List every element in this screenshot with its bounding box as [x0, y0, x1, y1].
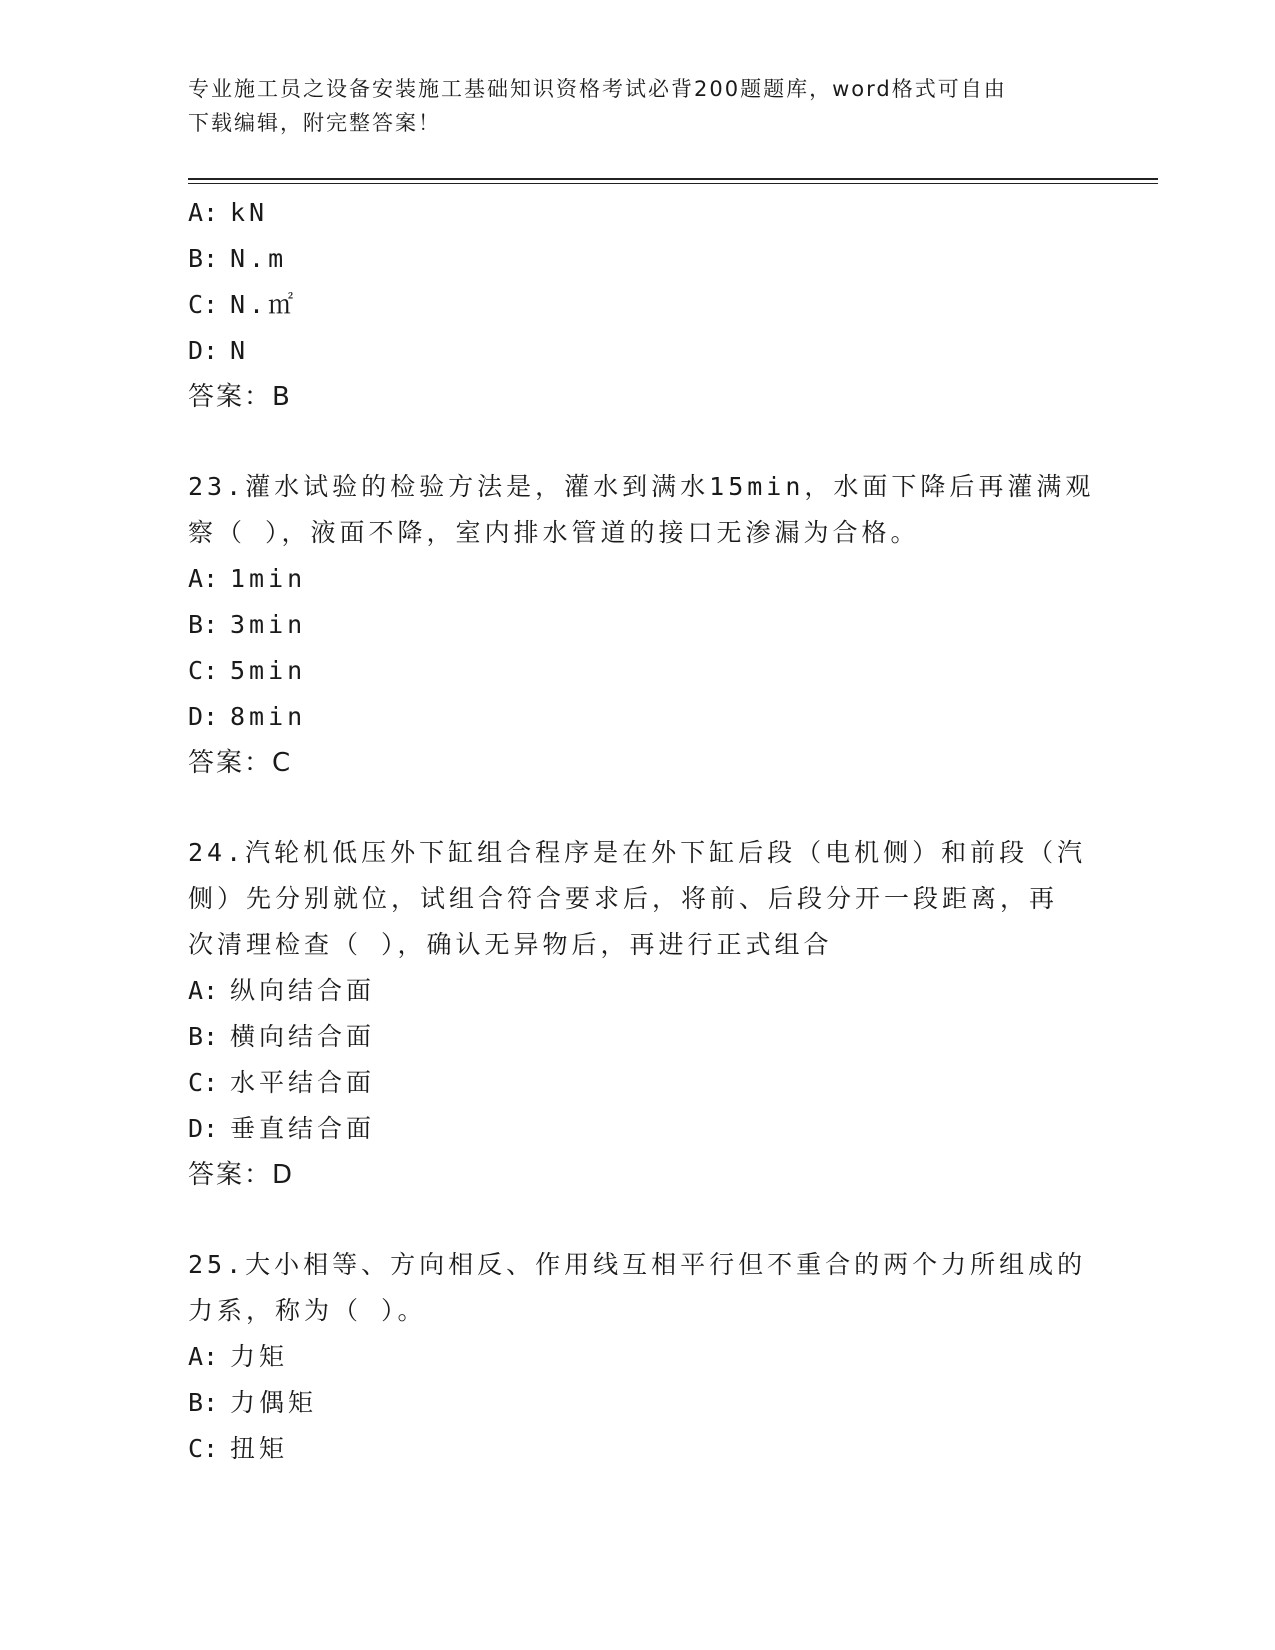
- question-stem-line: 23.灌水试验的检验方法是，灌水到满水15min，水面下降后再灌满观: [188, 472, 1095, 501]
- option-text: N: [230, 336, 250, 365]
- option-text: 垂直结合面: [230, 1114, 376, 1143]
- question-22: [188, 190, 1088, 420]
- option-label: D:: [188, 336, 219, 365]
- option-text: N.m: [230, 244, 288, 273]
- option-label: C:: [188, 290, 219, 319]
- question-list: [188, 190, 1095, 1472]
- option-label: B:: [188, 1388, 219, 1417]
- question-25: [188, 1242, 1088, 1472]
- option-text: 力矩: [230, 1342, 289, 1371]
- option-text: 8min: [230, 702, 307, 731]
- question-24: [188, 830, 1088, 1198]
- question-stem-line: 24.汽轮机低压外下缸组合程序是在外下缸后段（电机侧）和前段（汽: [188, 838, 1087, 867]
- option-b: [188, 1014, 1088, 1060]
- option-a: [188, 1334, 1088, 1380]
- question-stem-line: 侧）先分别就位，试组合符合要求后，将前、后段分开一段距离，再: [188, 884, 1059, 913]
- option-text: 扭矩: [230, 1434, 289, 1463]
- option-label: C:: [188, 1434, 219, 1463]
- option-d: [188, 694, 1088, 740]
- option-c: [188, 1426, 1088, 1472]
- question-stem-line: 察（ ），液面不降，室内排水管道的接口无渗漏为合格。: [188, 518, 920, 547]
- option-d: [188, 328, 1088, 374]
- header-line-2: 下载编辑，附完整答案！: [188, 111, 441, 135]
- option-label: A:: [188, 564, 219, 593]
- option-label: C:: [188, 656, 219, 685]
- answer: 答案：C: [188, 748, 293, 778]
- option-a: [188, 556, 1088, 602]
- question-23: [188, 464, 1095, 786]
- option-text: 1min: [230, 564, 307, 593]
- answer: 答案：B: [188, 382, 292, 412]
- answer: 答案：D: [188, 1160, 295, 1190]
- option-a: [188, 190, 1088, 236]
- option-text: 5min: [230, 656, 307, 685]
- question-stem-line: 力系，称为（ ）。: [188, 1296, 427, 1325]
- option-label: D:: [188, 1114, 219, 1143]
- option-label: D:: [188, 702, 219, 731]
- option-label: A:: [188, 976, 219, 1005]
- option-c: [188, 648, 1088, 694]
- option-label: A:: [188, 1342, 219, 1371]
- option-c: [188, 282, 1088, 328]
- option-label: B:: [188, 610, 219, 639]
- header-line-1: 专业施工员之设备安装施工基础知识资格考试必背200题题库，word格式可自由: [188, 77, 1007, 101]
- option-text: N.㎡: [230, 290, 298, 319]
- question-stem-line: 25.大小相等、方向相反、作用线互相平行但不重合的两个力所组成的: [188, 1250, 1087, 1279]
- option-d: [188, 1106, 1088, 1152]
- option-label: B:: [188, 244, 219, 273]
- option-b: [188, 602, 1088, 648]
- option-text: 横向结合面: [230, 1022, 376, 1051]
- option-text: 力偶矩: [230, 1388, 318, 1417]
- option-a: [188, 968, 1088, 1014]
- option-b: [188, 1380, 1088, 1426]
- option-label: A:: [188, 198, 219, 227]
- option-c: [188, 1060, 1088, 1106]
- option-b: [188, 236, 1088, 282]
- option-text: 纵向结合面: [230, 976, 376, 1005]
- header-rule-thin: [188, 183, 1158, 184]
- header-rule-thick: [188, 178, 1158, 180]
- option-text: 水平结合面: [230, 1068, 376, 1097]
- question-stem-line: 次清理检查（ ），确认无异物后，再进行正式组合: [188, 930, 833, 959]
- page-header: [188, 72, 1088, 140]
- option-label: C:: [188, 1068, 219, 1097]
- option-label: B:: [188, 1022, 219, 1051]
- option-text: kN: [230, 198, 269, 227]
- option-text: 3min: [230, 610, 307, 639]
